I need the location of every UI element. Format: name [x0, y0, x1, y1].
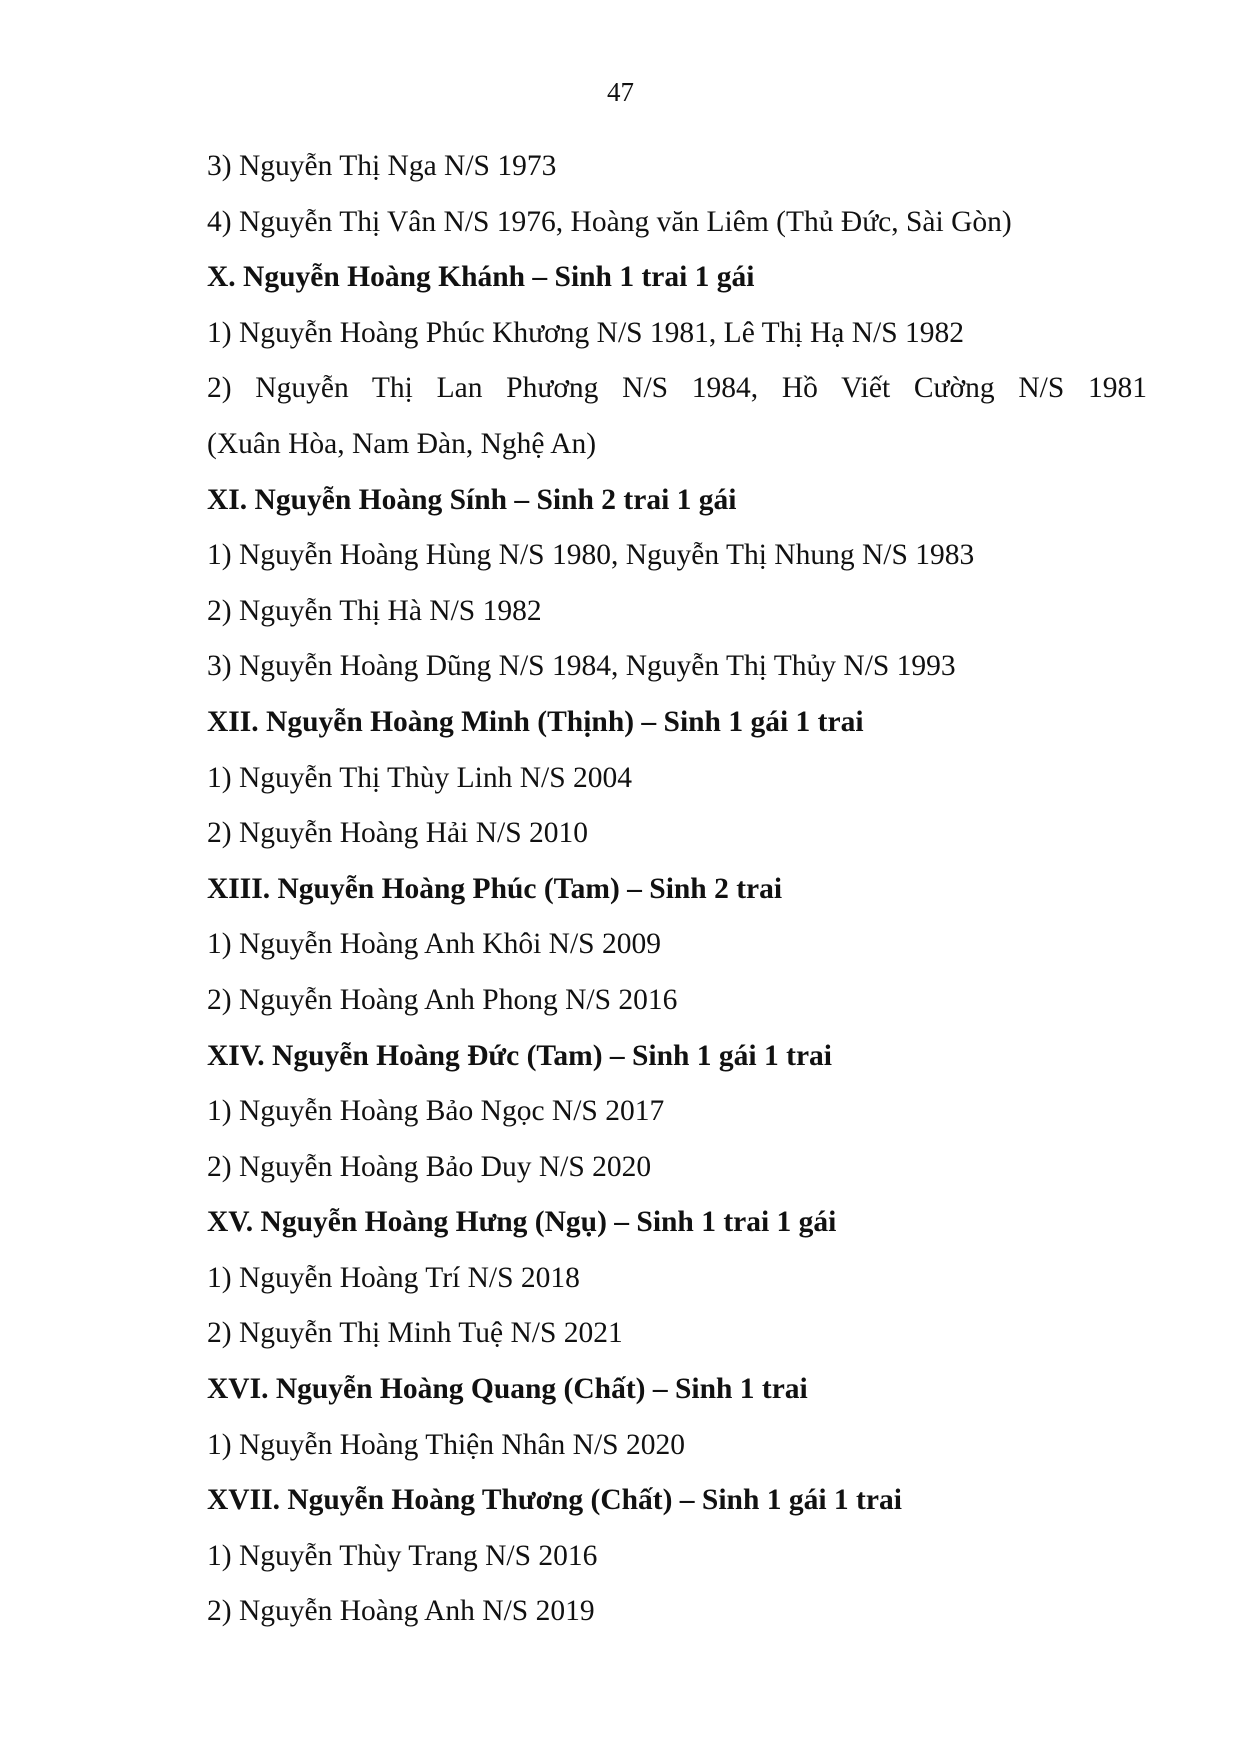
list-item: 2) Nguyễn Thị Hà N/S 1982: [207, 594, 542, 627]
section-heading: XV. Nguyễn Hoàng Hưng (Ngụ) – Sinh 1 trai 1 gái: [207, 1206, 837, 1239]
list-item-continuation: (Xuân Hòa, Nam Đàn, Nghệ An): [207, 427, 597, 460]
section-heading: XIII. Nguyễn Hoàng Phúc (Tam) – Sinh 2 trai: [207, 872, 783, 905]
document-body: [207, 139, 1147, 1640]
list-item: 3) Nguyễn Hoàng Dũng N/S 1984, Nguyễn Thị Thủy N/S 1993: [207, 650, 956, 683]
list-item: 2) Nguyễn Hoàng Hải N/S 2010: [207, 817, 588, 850]
list-item: 2) Nguyễn Thị Minh Tuệ N/S 2021: [207, 1317, 623, 1350]
list-item: 1) Nguyễn Thị Thùy Linh N/S 2004: [207, 761, 633, 794]
list-item: 2) Nguyễn Hoàng Bảo Duy N/S 2020: [207, 1150, 652, 1183]
list-item: 2) Nguyễn Hoàng Anh N/S 2019: [207, 1595, 595, 1628]
list-item: 1) Nguyễn Hoàng Bảo Ngọc N/S 2017: [207, 1095, 665, 1128]
page-number: 47: [607, 77, 634, 107]
section-heading: XII. Nguyễn Hoàng Minh (Thịnh) – Sinh 1 gái 1 trai: [207, 705, 864, 738]
section-heading: X. Nguyễn Hoàng Khánh – Sinh 1 trai 1 gái: [207, 261, 755, 294]
list-item: 1) Nguyễn Hoàng Anh Khôi N/S 2009: [207, 928, 661, 961]
list-item: 1) Nguyễn Hoàng Trí N/S 2018: [207, 1261, 580, 1294]
list-item: 2) Nguyễn Thị Lan Phương N/S 1984, Hồ Viết Cường N/S 1981: [207, 372, 1147, 405]
section-heading: XIV. Nguyễn Hoàng Đức (Tam) – Sinh 1 gái 1 trai: [207, 1039, 832, 1072]
list-item: 4) Nguyễn Thị Vân N/S 1976, Hoàng văn Liêm (Thủ Đức, Sài Gòn): [207, 205, 1012, 238]
list-item: 1) Nguyễn Hoàng Phúc Khương N/S 1981, Lê Thị Hạ N/S 1982: [207, 316, 965, 349]
list-item: 2) Nguyễn Hoàng Anh Phong N/S 2016: [207, 983, 678, 1016]
section-heading: XVI. Nguyễn Hoàng Quang (Chất) – Sinh 1 trai: [207, 1373, 808, 1406]
section-heading: XVII. Nguyễn Hoàng Thương (Chất) – Sinh 1 gái 1 trai: [207, 1484, 902, 1517]
section-heading: XI. Nguyễn Hoàng Sính – Sinh 2 trai 1 gái: [207, 483, 737, 516]
list-item: 1) Nguyễn Hoàng Thiện Nhân N/S 2020: [207, 1428, 685, 1461]
list-item: 3) Nguyễn Thị Nga N/S 1973: [207, 150, 557, 182]
list-item: 1) Nguyễn Hoàng Hùng N/S 1980, Nguyễn Thị Nhung N/S 1983: [207, 539, 975, 572]
list-item: 1) Nguyễn Thùy Trang N/S 2016: [207, 1539, 598, 1572]
